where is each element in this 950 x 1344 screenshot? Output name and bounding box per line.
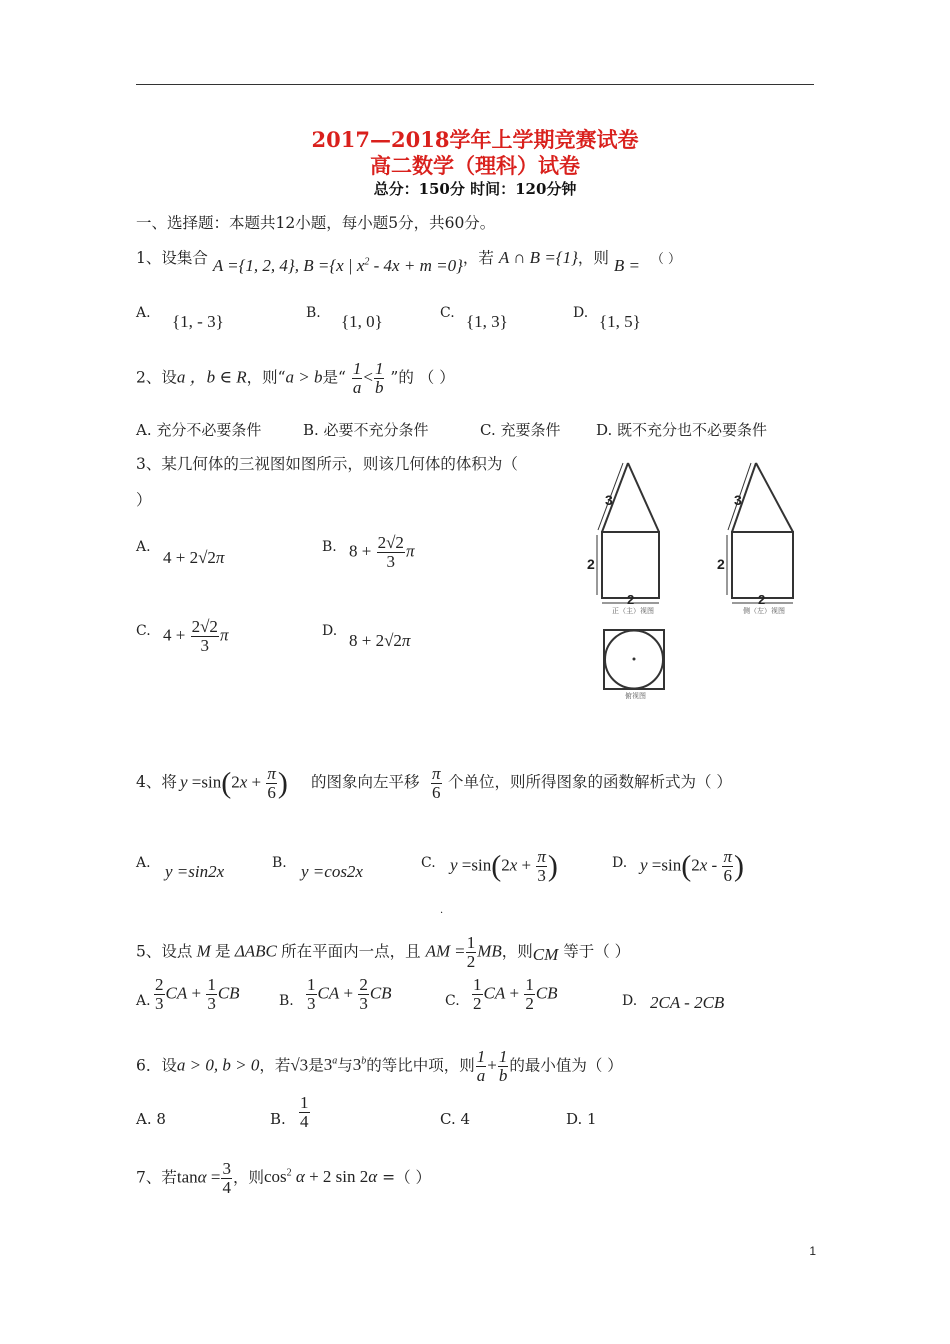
question-2: 2、设a ，b ∈ R，则“a > b是“ $\frac{1}{a}$ < $\frac{1}{b}$ ”的 （ ）: [136, 359, 455, 397]
section-heading: 一、选择题：本题共12小题，每小题5分，共60分。: [136, 214, 496, 232]
q5-option-c: $\frac{1}{2}$ CA + $\frac{1}{2}$ CB: [473, 975, 558, 1013]
q4-option-d: y =sin(2x - $\frac{\pi}{6}$ ): [640, 847, 744, 885]
q6-option-b-label: B.: [270, 1110, 286, 1128]
front-view: [602, 463, 659, 598]
q1-option-d-label: D.: [573, 305, 589, 321]
q3-option-c: 4 + $\frac{2√2}{3}$ π: [163, 617, 229, 655]
q4-shift: $\frac{\pi}{6}$: [432, 764, 441, 802]
q4-option-c-label: C.: [421, 855, 436, 871]
question-4-mid: 的图象向左平移: [311, 773, 420, 791]
q1-option-b-label: B.: [306, 305, 321, 321]
q1-option-c: {1, 3}: [466, 312, 508, 331]
question-3: 3、某几何体的三视图如图所示，则该几何体的体积为（: [136, 455, 518, 473]
q4-option-b-label: B.: [272, 855, 287, 871]
q4-option-c: y =sin(2x + $\frac{\pi}{3}$ ): [450, 847, 558, 885]
question-3-paren: ）: [136, 491, 152, 509]
q5-option-d: 2CA - 2CB: [650, 993, 725, 1012]
exam-meta: 总分：150分 时间：120分钟: [373, 180, 577, 198]
svg-text:正（主）视图: 正（主）视图: [612, 608, 654, 615]
q5-option-b-label: B.: [279, 993, 294, 1009]
exam-title: 2017—2018学年上学期竞赛试卷: [311, 127, 639, 152]
question-6: 6．设a > 0, b > 0，若√3是3$^a$与3$^b$的等比中项，则 $\frac{1}{a}$ + $\frac{1}{b}$ 的最小值为（ ）: [136, 1047, 623, 1085]
frac-1-over-a: $\frac{1}{a}$: [352, 359, 362, 397]
header-rule: [136, 84, 814, 85]
q6-option-a: A. 8: [136, 1110, 166, 1128]
question-7: 7、若tanα = $\frac{3}{4}$ ，则$\cos^2 \alpha + 2$ sin 2α =（ ）: [136, 1159, 432, 1197]
question-5: 5、设点 M 是 ΔABC 所在平面内一点，且 AM = $\frac{1}{2}$ MB，则CM 等于（ ）: [136, 933, 631, 971]
q3-option-b: 8 + $\frac{2√2}{3}$ π: [349, 533, 415, 571]
q1-option-b: {1, 0}: [341, 312, 383, 331]
q2-option-b: B. 必要不充分条件: [303, 421, 429, 439]
svg-text:俯视图: 俯视图: [625, 693, 646, 700]
q5-option-b: $\frac{1}{3}$ CA + $\frac{2}{3}$ CB: [307, 975, 392, 1013]
page-number: 1: [809, 1244, 816, 1258]
q6-option-d: D. 1: [566, 1110, 597, 1128]
svg-text:2: 2: [627, 592, 635, 607]
q1-option-a: {1, - 3}: [172, 312, 224, 331]
q3-option-c-label: C.: [136, 623, 151, 639]
q2-option-c: C. 充要条件: [480, 421, 561, 439]
exam-subtitle: 高二数学（理科）试卷: [370, 153, 580, 178]
svg-text:2: 2: [717, 556, 725, 572]
svg-text:2: 2: [587, 556, 595, 572]
q5-option-c-label: C.: [445, 993, 460, 1009]
svg-text:3: 3: [734, 492, 742, 508]
svg-text:侧（左）视图: 侧（左）视图: [743, 608, 785, 615]
q1-option-d: {1, 5}: [599, 312, 641, 331]
q1-option-c-label: C.: [440, 305, 455, 321]
q2-option-a: A. 充分不必要条件: [136, 421, 262, 439]
q1-option-a-label: A.: [136, 305, 151, 321]
q4-option-a-label: A.: [136, 855, 151, 871]
q4-option-a: y =sin2x: [165, 862, 225, 881]
three-view-figure: [585, 455, 805, 705]
q4-function: y =sin(2x + $\frac{\pi}{6}$ ): [180, 764, 288, 802]
q4-option-b: y =cos2x: [301, 862, 363, 881]
q3-option-b-label: B.: [322, 539, 337, 555]
question-1: 1、设集合 A ={1, 2, 4}, B ={x | $x^2 - 4x + m =0$}，若 A ∩ B ={1}，则 B = （ ）: [136, 248, 682, 275]
svg-text:2: 2: [758, 592, 766, 607]
q6-option-c: C. 4: [440, 1110, 471, 1128]
svg-text:3: 3: [605, 492, 613, 508]
side-view: [732, 463, 793, 598]
frac-1-over-b: $\frac{1}{b}$: [374, 359, 384, 397]
q5-option-a: $\frac{2}{3}$ CA + $\frac{1}{3}$ CB: [155, 975, 240, 1013]
question-4: 4、将: [136, 773, 177, 791]
q3-option-a: 4 + 2√2π: [163, 548, 225, 567]
q5-option-d-label: D.: [622, 993, 638, 1009]
q4-option-d-label: D.: [612, 855, 628, 871]
q3-option-d: 8 + 2√2π: [349, 631, 411, 650]
q6-option-b: $\frac{1}{4}$: [300, 1093, 309, 1131]
q3-option-d-label: D.: [322, 623, 338, 639]
q3-option-a-label: A.: [136, 539, 151, 555]
question-4-tail: 个单位，则所得图象的函数解析式为（ ）: [448, 773, 732, 791]
q2-option-d: D. 既不充分也不必要条件: [596, 421, 768, 439]
q5-option-a-label: A.: [136, 993, 151, 1009]
